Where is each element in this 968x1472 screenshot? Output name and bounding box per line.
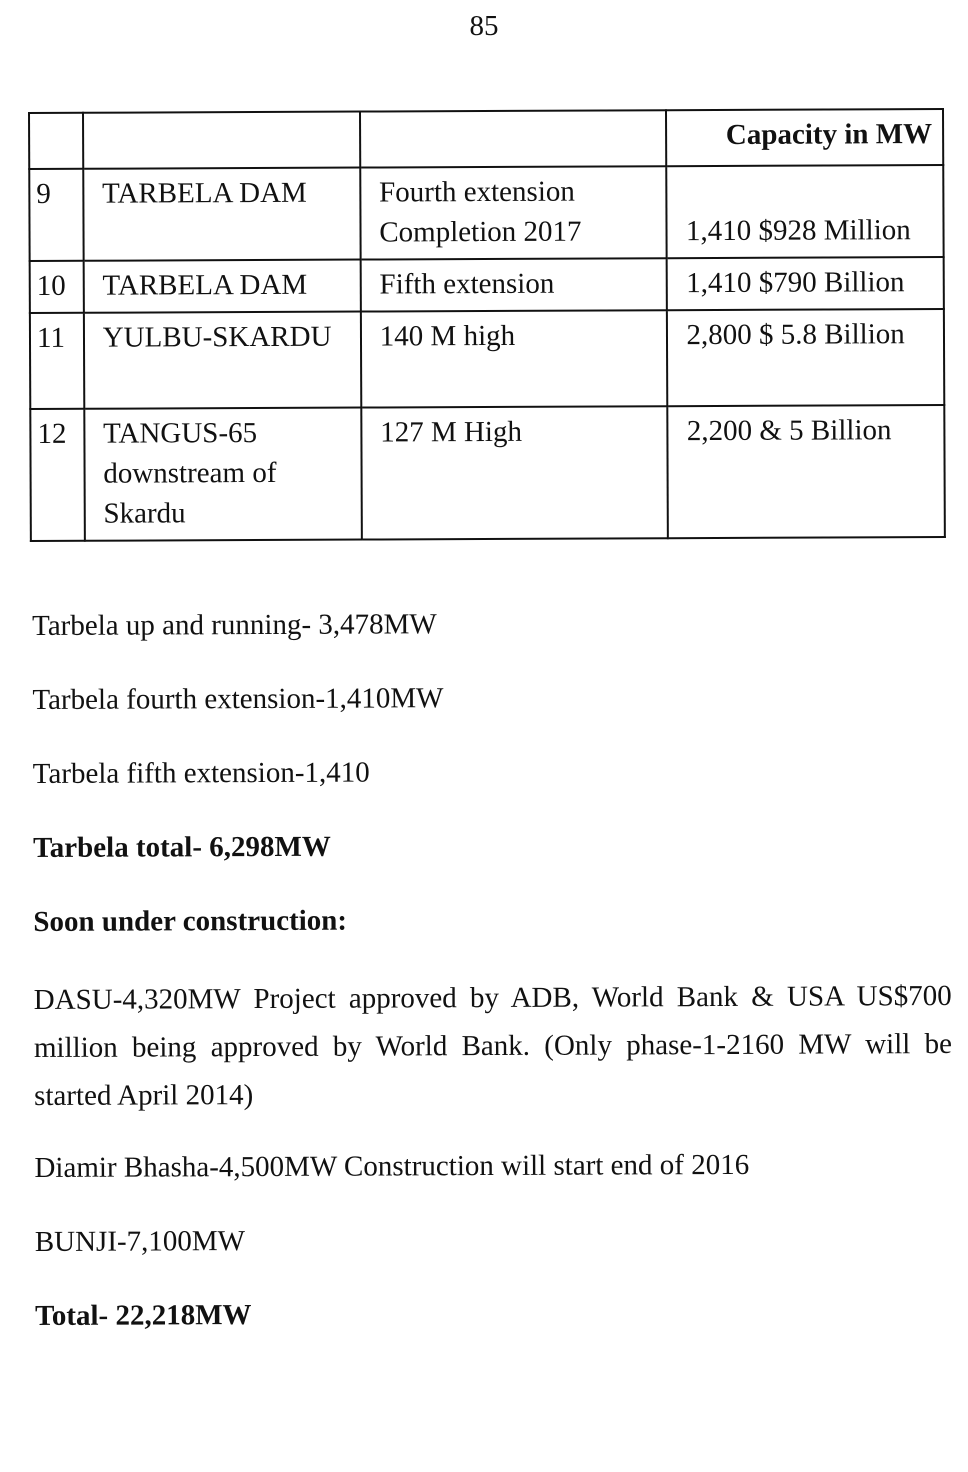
dam-description: 140 M high bbox=[361, 310, 668, 407]
dam-name: YULBU-SKARDU bbox=[84, 312, 361, 409]
page-number: 85 bbox=[469, 10, 499, 42]
row-number: 10 bbox=[30, 261, 84, 313]
dam-description: 127 M High bbox=[361, 406, 668, 539]
dam-description: Fifth extension bbox=[360, 258, 667, 311]
table-row bbox=[29, 165, 943, 261]
row-number: 9 bbox=[29, 169, 83, 261]
dam-capacity: 1,410 $928 Million bbox=[667, 165, 944, 258]
header-cell-number bbox=[29, 113, 83, 169]
header-cell-description bbox=[360, 110, 667, 167]
dam-capacity: 1,410 $790 Billion bbox=[667, 257, 944, 310]
dam-description: Fourth extension Completion 2017 bbox=[360, 166, 667, 259]
dam-capacity: 2,200 & 5 Billion bbox=[668, 405, 945, 538]
dam-projects-table bbox=[28, 108, 946, 542]
header-cell-name bbox=[83, 112, 360, 169]
paragraph-grand-total: Total- 22,218MW bbox=[35, 1299, 252, 1332]
header-cell-capacity: Capacity in MW bbox=[666, 109, 943, 166]
body-text bbox=[32, 602, 953, 1370]
paragraph-tarbela-fifth: Tarbela fifth extension-1,410 bbox=[32, 756, 370, 790]
table-row bbox=[30, 257, 944, 313]
paragraph-tarbela-running: Tarbela up and running- 3,478MW bbox=[32, 608, 437, 642]
paragraph-tarbela-total: Tarbela total- 6,298MW bbox=[32, 830, 331, 864]
paragraph-tarbela-fourth: Tarbela fourth extension-1,410MW bbox=[32, 682, 444, 716]
paragraph-dasu: DASU-4,320MW Project approved by ADB, World Bank & USA US$700 million being approved by World Bank. (Only phase-1-2160 MW will be started April 2014) bbox=[33, 979, 952, 1112]
dam-capacity: 2,800 $ 5.8 Billion bbox=[667, 309, 944, 406]
paragraph-diamir-bhasha: Diamir Bhasha-4,500MW Construction will start end of 2016 bbox=[34, 1148, 750, 1184]
row-number: 11 bbox=[30, 313, 84, 409]
section-heading-soon-under-construction: Soon under construction: bbox=[33, 904, 348, 938]
dam-name: TANGUS-65 downstream of Skardu bbox=[84, 408, 362, 541]
dam-name: TARBELA DAM bbox=[83, 168, 360, 261]
row-number: 12 bbox=[30, 409, 84, 541]
dam-name: TARBELA DAM bbox=[83, 260, 360, 313]
table-row bbox=[30, 309, 944, 409]
table-row bbox=[30, 405, 945, 541]
paragraph-bunji: BUNJI-7,100MW bbox=[34, 1225, 246, 1258]
table-header-row bbox=[29, 109, 943, 169]
